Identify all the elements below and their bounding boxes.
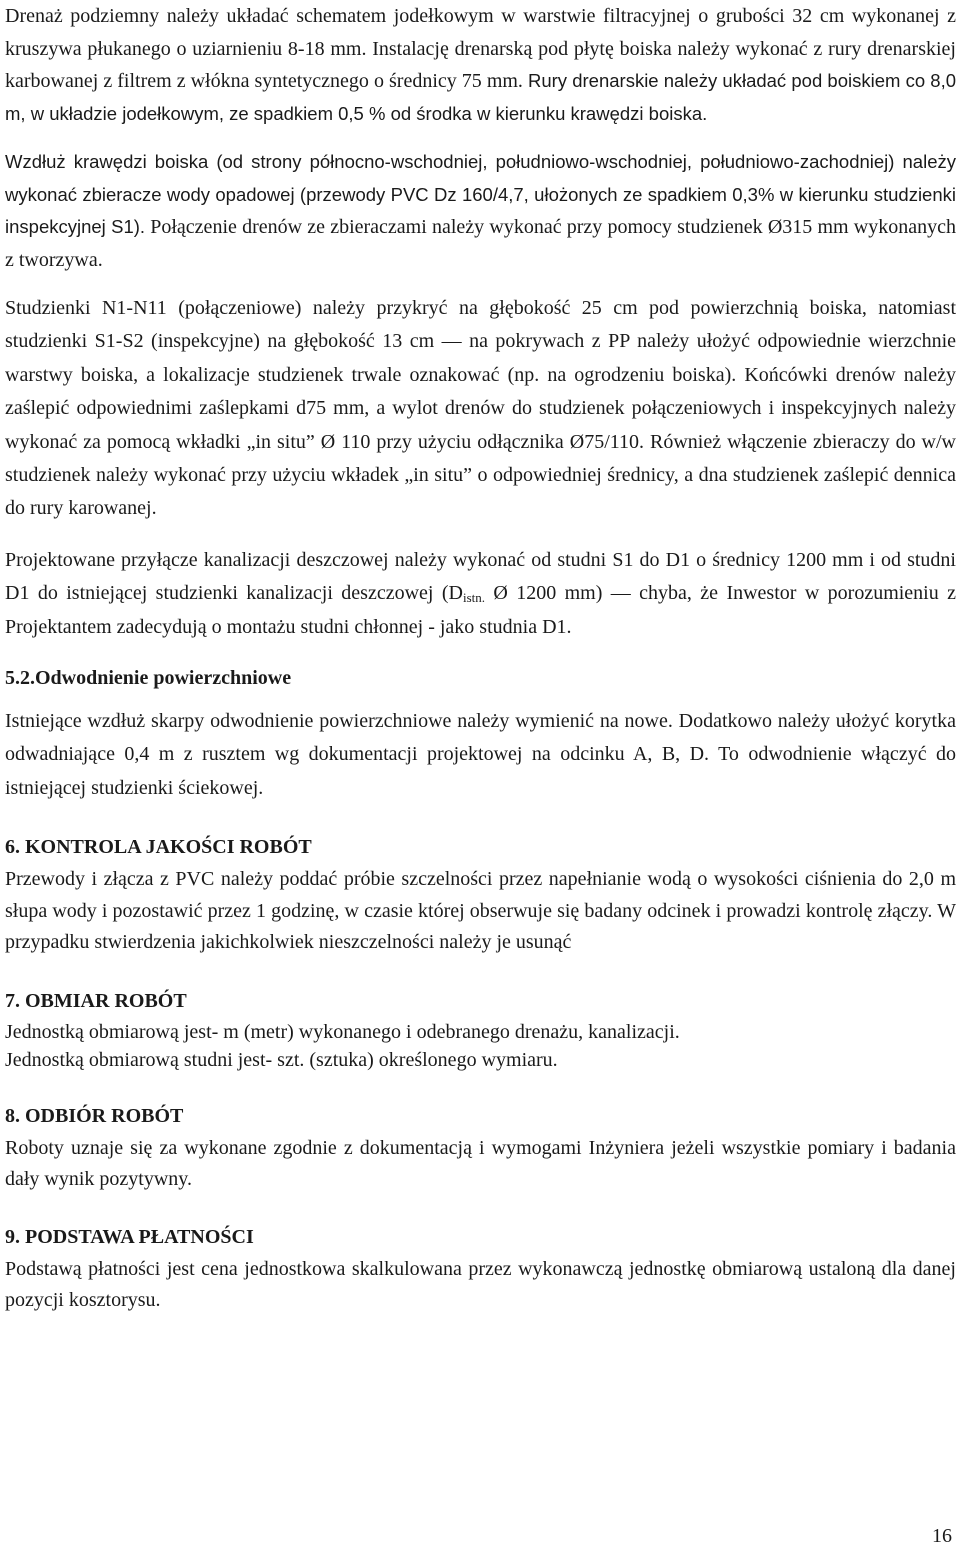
paragraph-drainage-sans: Rury drenarskie należy układać pod boiskiem co 8,0 m, w układzie jodełkowym, ze spadkiem 0,5 % od środka w kierunku krawędzi boiska. bbox=[5, 70, 957, 124]
paragraph-collectors bbox=[5, 146, 956, 276]
section-8-heading: 8. ODBIÓR ROBÓT bbox=[5, 1104, 184, 1127]
section-7-line-1: Jednostką obmiarową jest- m (metr) wykonanego i odebranego drenażu, kanalizacji. bbox=[5, 1020, 680, 1043]
paragraph-collectors-sans: Wzdłuż krawędzi boiska (od strony północno-wschodniej, południowo-wschodniej, południowo-zachodniej) należy wykonać zbieracze wody opadowej (przewody PVC Dz 160/4,7, ułożonych ze spadkiem 0,3% w kierunku studzienki inspekcyjnej S1). bbox=[5, 151, 956, 237]
page-number: 16 bbox=[932, 1525, 952, 1547]
storm-connection-subscript: istn. bbox=[462, 590, 485, 606]
paragraph-manholes: Studzienki N1-N11 (połączeniowe) należy przykryć na głębokość 25 cm pod powierzchnią boiska, natomiast studzienki S1-S2 (inspekcyjne) na głębokość 13 cm — na pokrywach z PP należy ułożyć odpowiednie wierzchnie warstwy boiska, a lokalizacje studzienek trwale oznakować (np. na ogrodzeniu boiska). Końcówki drenów należy zaślepić odpowiednimi zaślepkami d75 mm, a wylot drenów do studzienek połączeniowych i inspekcyjnych należy wykonać za pomocą wkładki „in situ” Ø 110 przy użyciu odłącznika Ø75/110. Również włączenie zbieraczy do w/w studzienek należy wykonać przy użyciu wkładek „in situ” o odpowiedniej średnicy, a dna studzienek zaślepić dennica do rury karowanej. bbox=[5, 297, 956, 520]
document-page bbox=[5, 0, 956, 1316]
section-7-line-2: Jednostką obmiarową studni jest- szt. (sztuka) określonego wymiaru. bbox=[5, 1048, 558, 1071]
section-9-text: Podstawą płatności jest cena jednostkowa skalkulowana przez wykonawczą jednostkę obmiarową ustaloną dla danej pozycji kosztorysu. bbox=[5, 1257, 956, 1311]
paragraph-drainage bbox=[5, 0, 956, 130]
section-5-2-text: Istniejące wzdłuż skarpy odwodnienie powierzchniowe należy wymienić na nowe. Dodatkowo należy ułożyć korytka odwadniające 0,4 m z rusztem wg dokumentacji projektowej na odcinku A, B, D. To odwodnienie włączyć do istniejącej studzienki ściekowej. bbox=[5, 710, 956, 799]
paragraph-collectors-serif: Połączenie drenów ze zbieraczami należy wykonać przy pomocy studzienek Ø315 mm wykonanych z tworzywa. bbox=[5, 216, 957, 271]
paragraph-storm-connection bbox=[5, 544, 956, 644]
storm-connection-text-b: Ø 1200 mm) — chyba, że Inwestor w porozumieniu z Projektantem zadecydują o montażu studni chłonnej - jako studnia D1. bbox=[5, 582, 957, 638]
section-7-body bbox=[5, 1018, 956, 1074]
storm-connection-text-a: Projektowane przyłącze kanalizacji deszczowej należy wykonać od studni S1 do D1 o średnicy 1200 mm i od studni D1 do istniejącej studzienki kanalizacji deszczowej (D bbox=[5, 548, 956, 605]
section-6-text: Przewody i złącza z PVC należy poddać próbie szczelności przez napełnianie wodą o wysokości ciśnienia do 2,0 m słupa wody i pozostawić przez 1 godzinę, w czasie której obserwuje się badany odcinek i prowadzi kontrolę złączy. W przypadku stwierdzenia jakichkolwiek nieszczelności należy je usunąć bbox=[5, 868, 956, 954]
section-7-heading: 7. OBMIAR ROBÓT bbox=[5, 989, 187, 1012]
section-6-heading: 6. KONTROLA JAKOŚCI ROBÓT bbox=[5, 836, 312, 859]
section-9-heading: 9. PODSTAWA PŁATNOŚCI bbox=[5, 1225, 254, 1248]
section-8-text: Roboty uznaje się za wykonane zgodnie z dokumentacją i wymogami Inżyniera jeżeli wszystkie pomiary i badania dały wynik pozytywny. bbox=[5, 1136, 956, 1190]
section-5-2-heading: 5.2.Odwodnienie powierzchniowe bbox=[5, 667, 292, 690]
paragraph-drainage-serif: Drenaż podziemny należy układać schematem jodełkowym w warstwie filtracyjnej o grubości 32 cm wykonanej z kruszywa płukanego o uziarnieniu 8-18 mm. Instalację drenarską pod płytę boiska należy wykonać z rury drenarskiej karbowanej z filtrem z włókna syntetycznego o średnicy 75 mm. bbox=[5, 5, 956, 92]
